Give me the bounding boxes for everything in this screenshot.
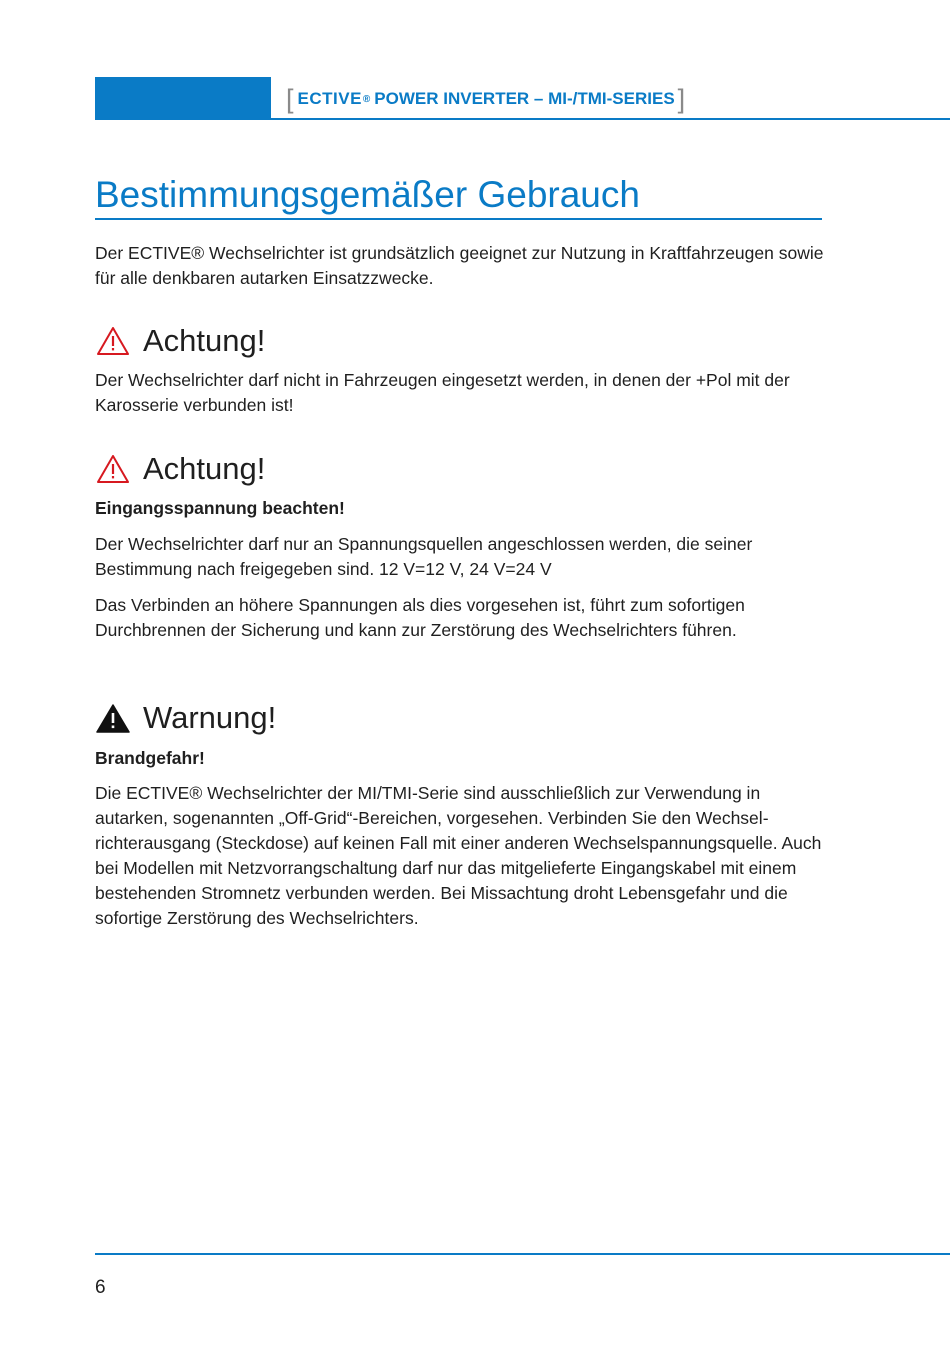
notice-2-text-2: Das Verbinden an höhere Spannungen als dies vorgesehen ist, führt zum sofortigen Durchbrennen der Sicherung und kann zur Zerstörung des Wechselrichters führen. [95,595,745,640]
notice-1-heading: Achtung! [143,323,266,358]
warning-outline-icon [95,325,131,357]
notice-2-text-1: Der Wechselrichter darf nur an Spannungsquellen angeschlossen werden, die seiner Bestimmung nach freigegeben sind. 12 V=12 V, 24 V=24 V [95,534,753,579]
header-title: POWER INVERTER – MI-/TMI-SERIES [374,89,675,108]
notice-2-subtitle: Eingangsspannung beachten! [95,498,345,518]
notice-3-title [95,700,276,736]
warning-outline-icon [95,453,131,485]
footer-rule [95,1253,950,1255]
notice-3-heading: Warnung! [143,700,277,735]
notice-3-subtitle: Brandgefahr! [95,748,205,768]
notice-2-title [95,451,265,487]
notice-1-text: Der Wechselrichter darf nicht in Fahrzeugen eingesetzt werden, in denen der +Pol mit der Karosserie verbunden ist! [95,370,790,415]
header-color-block [95,77,271,120]
page-title: Bestimmungsgemäßer Gebrauch [95,174,640,215]
notice-2-heading: Achtung! [143,451,266,486]
notice-1-title [95,323,265,359]
header-rule [271,118,950,120]
brand-logo: ECTIVE [297,89,362,108]
registered-mark: ® [362,93,371,105]
heading-underline [95,218,822,220]
header-bracket-open: [ [286,83,294,114]
document-header [286,84,685,114]
intro-paragraph: Der ECTIVE® Wechselrichter ist grundsätzlich geeignet zur Nutzung in Kraftfahrzeugen sowie für alle denkbaren autarken Einsatzzwecke. [95,243,824,288]
notice-3-text: Die ECTIVE® Wechselrichter der MI/TMI-Serie sind ausschließlich zur Verwendung in autarken, sogenannten „Off-Grid“-Bereichen, vorgesehen. Verbinden Sie den Wechselrichterausgang (Steckdose) auf keinen Fall mit einer anderen Wechselspannungsquelle. Auch bei Modellen mit Netzvorrangschaltung darf nur das mitgelieferte Eingangskabel mit einem bestehenden Stromnetz verbunden werden. Bei Missachtung droht Lebensgefahr und die sofortige Zerstörung des Wechselrichters. [95,783,822,928]
page-number: 6 [95,1277,106,1298]
warning-filled-icon [95,702,131,734]
header-bracket-close: ] [677,83,686,114]
